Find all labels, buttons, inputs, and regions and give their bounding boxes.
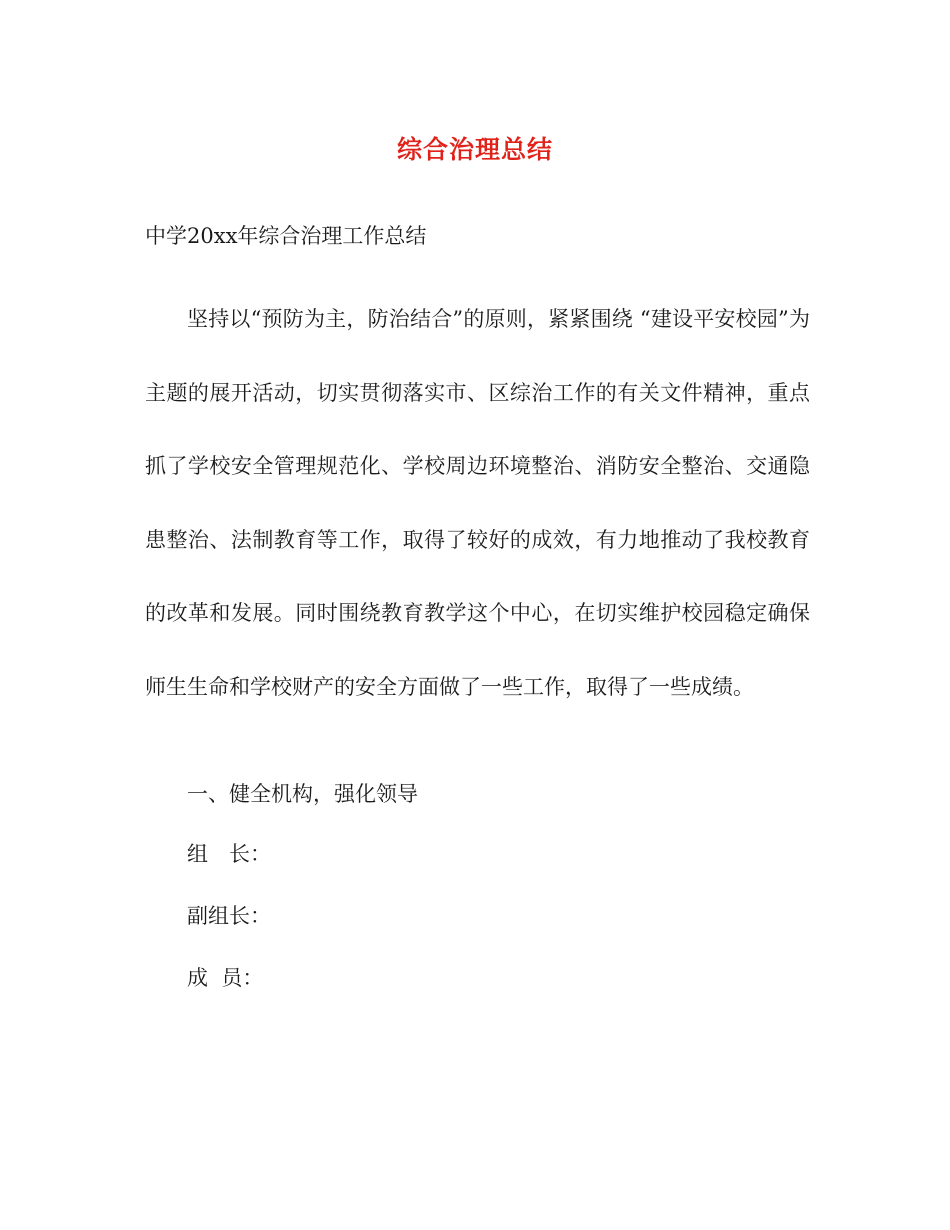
section-heading: 一、健全机构，强化领导	[187, 782, 418, 806]
document-subtitle: 中学20xx年综合治理工作总结	[145, 224, 427, 248]
role-deputy: 副组长：	[187, 904, 271, 928]
body-paragraph: 坚持以“预防为主，防治结合”的原则，紧紧围绕 “建设平安校园”为主题的展开活动，切实贯彻落实市、区综治工作的有关文件精神，重点抓了学校安全管理规范化、学校周边环境整治、消防安全整治、交通隐患整治、法制教育等工作，取得了较好的成效，有力地推动了我校教育的改革和发展。同时围绕教育教学这个中心，在切实维护校园稳定确保师生生命和学校财产的安全方面做了一些工作，取得了一些成绩。	[145, 307, 810, 699]
role-members: 成 员：	[187, 966, 264, 990]
role-leader: 组 长：	[187, 842, 271, 866]
document-title: 综合治理总结	[396, 135, 553, 164]
